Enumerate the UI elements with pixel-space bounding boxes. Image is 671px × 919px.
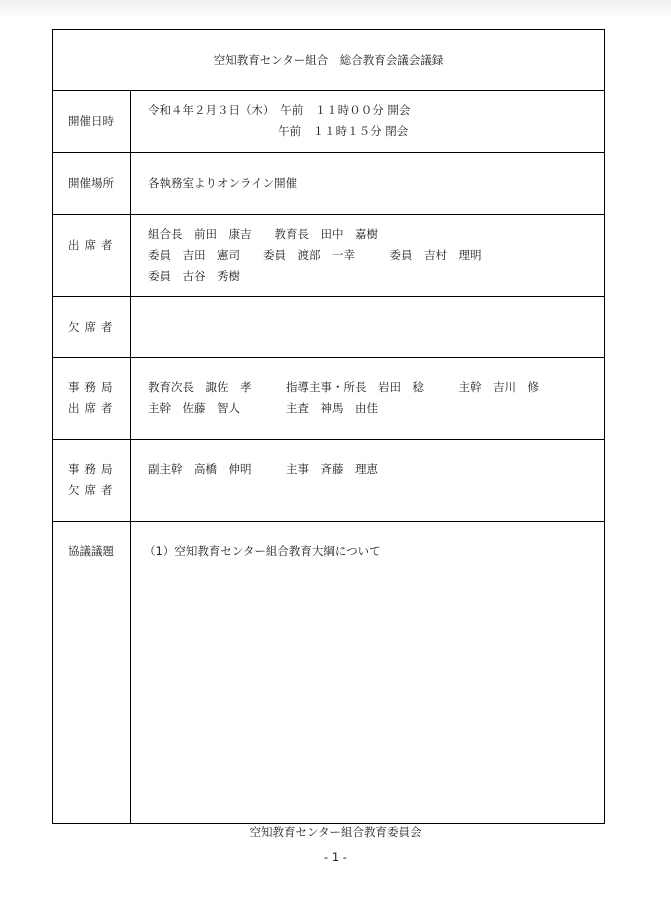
attendee-line: 組合長 前田 康吉 教育長 田中 嘉樹 [148,227,378,241]
minutes-form [52,29,605,824]
page-number: - 1 - [324,850,347,864]
date-close-line: 午前 １１時１５分 閉会 [148,124,409,138]
agenda-label: 協議議題 [53,522,131,823]
absentees-row [53,297,604,358]
place-text: 各執務室よりオンライン開催 [148,176,298,190]
office-present-label [53,358,131,439]
office-absent-label-line: 事務局 [68,462,118,476]
date-open-line: 令和４年２月３日（木） 午前 １１時００分 開会 [148,103,411,117]
office-present-label-line: 出席者 [68,401,118,415]
attendee-line: 委員 古谷 秀樹 [148,269,240,283]
office-present-content [131,358,604,439]
agenda-item: （1）空知教育センター組合教育大綱について [144,544,381,558]
attendee-line: 委員 吉田 憲司 委員 渡部 一幸 委員 吉村 理明 [148,248,482,262]
office-present-label-line: 事務局 [68,380,118,394]
place-label: 開催場所 [53,153,131,214]
attendees-row [53,215,604,297]
office-present-row [53,358,604,440]
date-content [131,91,604,152]
place-row [53,153,604,215]
office-absent-content [131,440,604,521]
place-content [131,153,604,214]
agenda-row [53,522,604,823]
agenda-content [131,522,604,823]
office-staff-line: 主幹 佐藤 智人 主査 神馬 由佳 [148,401,378,415]
document-title: 空知教育センター組合 総合教育会議会議録 [213,53,444,67]
page-top-shadow [0,0,671,18]
office-staff-line: 教育次長 諏佐 孝 指導主事・所長 岩田 稔 主幹 吉川 修 [148,380,539,394]
office-absent-line: 副主幹 高橋 伸明 主事 斉藤 理恵 [148,462,378,476]
absentees-content [131,297,604,357]
date-label: 開催日時 [53,91,131,152]
attendees-content [131,215,604,296]
attendees-label: 出席者 [53,215,131,296]
office-absent-label-line: 欠席者 [68,483,118,497]
office-absent-label [53,440,131,521]
absentees-label: 欠席者 [53,297,131,357]
footer-organization: 空知教育センター組合教育委員会 [249,825,422,839]
office-absent-row [53,440,604,522]
date-row [53,91,604,153]
title-row [53,30,604,91]
